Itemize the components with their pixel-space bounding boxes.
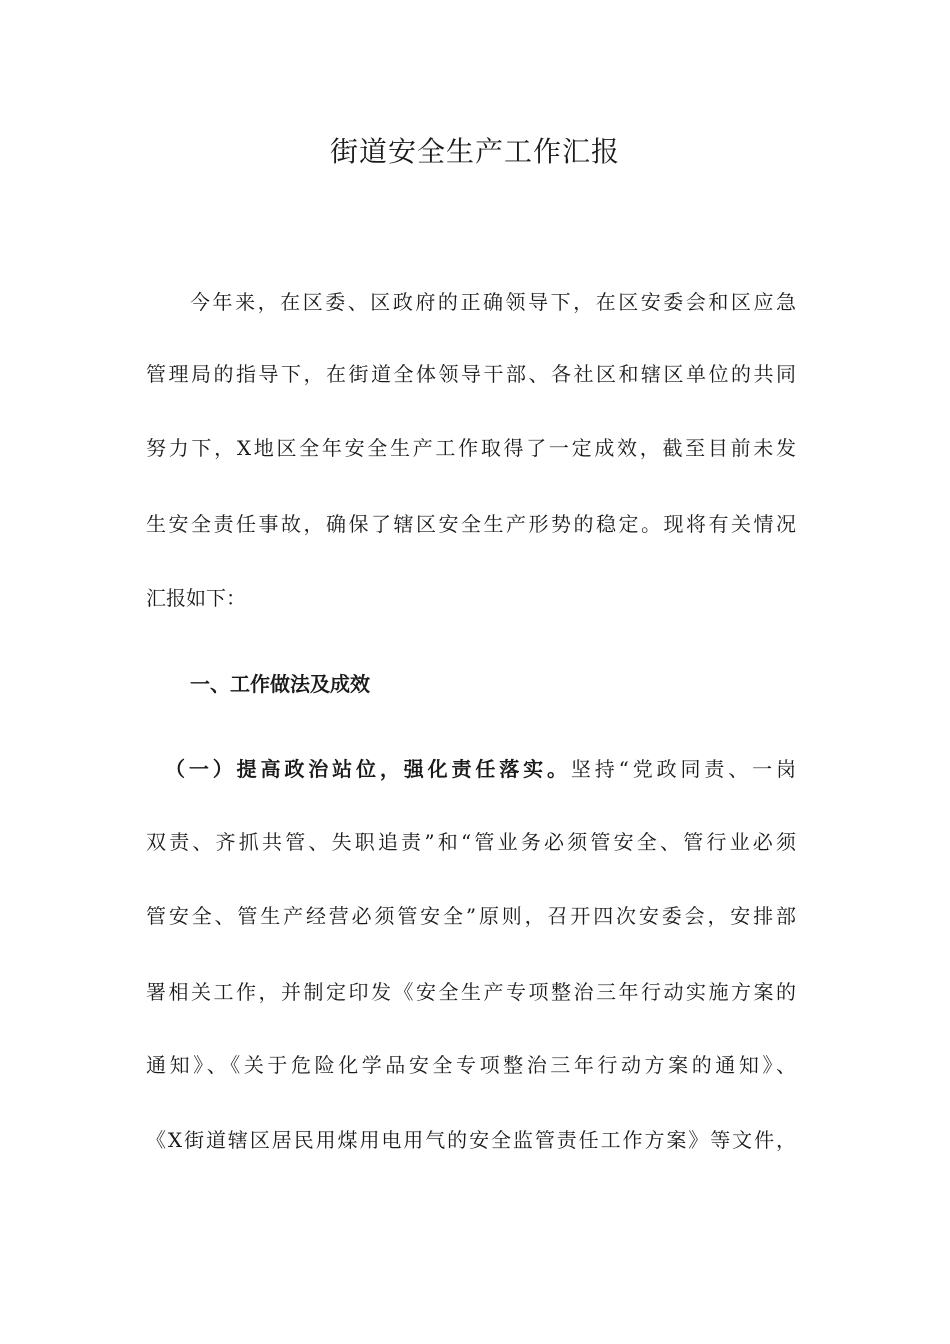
paragraph-1-line-1: 今年来，在区委、区政府的正确领导下，在区安委会和区应急 bbox=[190, 290, 796, 314]
paragraph-2-line-3: 管安全、管生产经营必须管安全”原则，召开四次安委会，安排部 bbox=[146, 904, 796, 928]
paragraph-2-lead-bold: （一）提高政治站位，强化责任落实。 bbox=[165, 757, 571, 781]
section-heading-1: 一、工作做法及成效 bbox=[190, 672, 370, 696]
paragraph-1-line-5: 汇报如下： bbox=[146, 586, 246, 610]
paragraph-2-lead-rest: 坚持“党政同责、一岗 bbox=[570, 757, 796, 781]
paragraph-1-line-2: 管理局的指导下，在街道全体领导干部、各社区和辖区单位的共同 bbox=[146, 362, 796, 386]
paragraph-2-line-2: 双责、齐抓共管、失职追责”和“管业务必须管安全、管行业必须 bbox=[146, 830, 796, 854]
paragraph-1-line-3: 努力下，X地区全年安全生产工作取得了一定成效，截至目前未发 bbox=[146, 436, 796, 460]
document-title: 街道安全生产工作汇报 bbox=[329, 135, 620, 168]
paragraph-2-line-5: 通知》、《关于危险化学品安全专项整治三年行动方案的通知》、 bbox=[146, 1053, 796, 1077]
paragraph-1-line-4: 生安全责任事故，确保了辖区安全生产形势的稳定。现将有关情况 bbox=[146, 512, 796, 536]
paragraph-2-line-6: 《X街道辖区居民用煤用电用气的安全监管责任工作方案》等文件， bbox=[146, 1128, 796, 1152]
paragraph-2-line-4: 署相关工作，并制定印发《安全生产专项整治三年行动实施方案的 bbox=[146, 980, 796, 1004]
paragraph-2-line-1 bbox=[165, 754, 796, 784]
